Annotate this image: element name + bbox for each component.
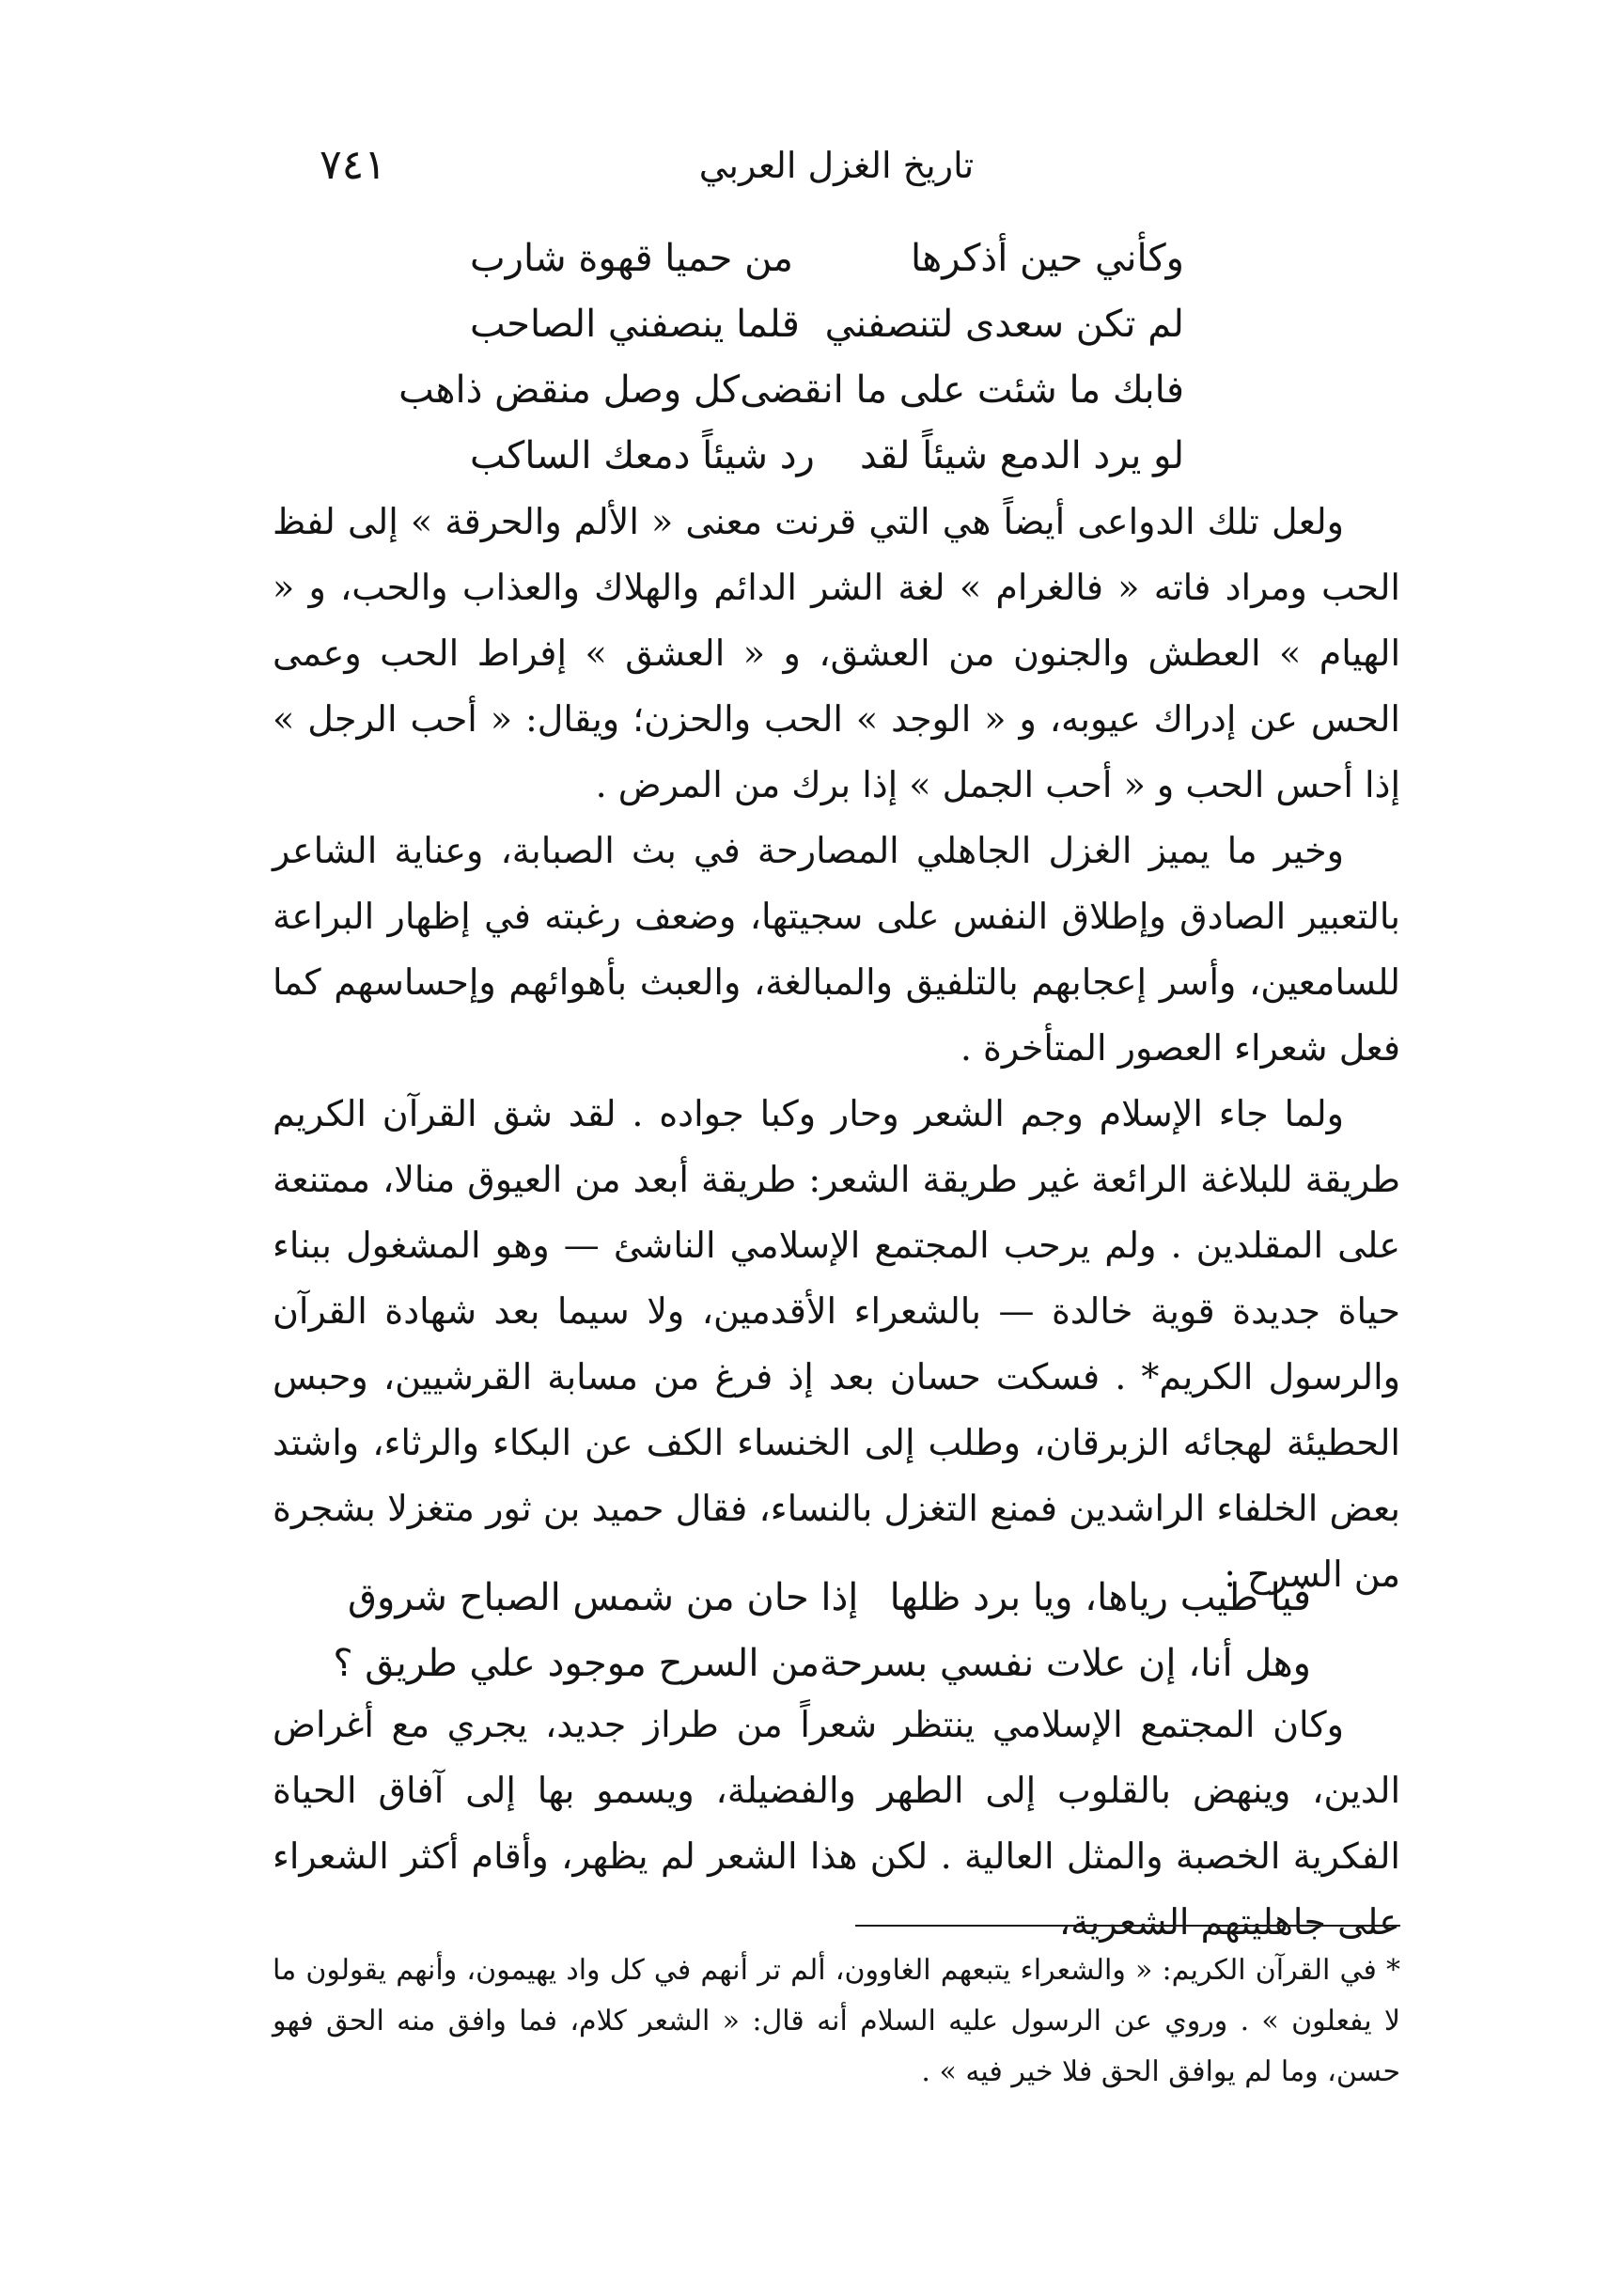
paragraph: ولما جاء الإسلام وجم الشعر وحار وكبا جواده . لقد شق القرآن الكريم طريقة للبلاغة الرائعة غير طريقة الشعر: طريقة أبعد من العيوق منالا، ممتنعة على المقلدين . ولم يرحب المجتمع الإسلامي الناشئ — وهو المشغول ببناء حياة جديدة قوية خالدة — بالشعراء الأقدمين، ولا سيما بعد شهادة القرآن والرسول الكريم* . فسكت حسان بعد إذ فرغ من مسابة القرشيين، وحبس الحطيئة لهجائه الزبرقان، وطلب إلى الخنساء الكف عن البكاء والرثاء، واشتد بعض الخلفاء الراشدين فمنع التغزل بالنساء، فقال حميد بن ثور متغزلا بشجرة من السرح : xyxy=(273,1093,1400,1595)
poem-verses-top xyxy=(398,226,1184,489)
verse-first-half: فابك ما شئت على ما انقضى xyxy=(740,368,1184,412)
body-text-block xyxy=(273,1081,1400,1607)
paragraph: ولعل تلك الدواعى أيضاً هي التي قرنت معنى « الألم والحرقة » إلى لفظ الحب ومراد فاته « فالغرام » لغة الشر الدائم والهلاك والعذاب والحب، و « الهيام » العطش والجنون من العشق، و « العشق » إفراط الحب وعمى الحس عن إدراك عيوبه، و « الوجد » الحب والحزن؛ ويقال: « أحب الرجل » إذا أحس الحب و « أحب الجمل » إذا برك من المرض . xyxy=(273,501,1400,805)
poem-verses-bottom xyxy=(333,1565,1311,1696)
verse-second-half: إذا حان من شمس الصباح شروق xyxy=(348,1576,859,1619)
verse-first-half: لو يرد الدمع شيئاً لقد xyxy=(860,434,1184,477)
verse-first-half: لم تكن سعدى لتنصفني xyxy=(824,303,1184,346)
verse-second-half: كل وصل منقض ذاهب xyxy=(398,368,741,412)
body-text-block xyxy=(273,489,1400,818)
page-number: ٧٤١ xyxy=(320,141,386,189)
verse-line xyxy=(470,423,1184,489)
body-text-block xyxy=(273,818,1400,1081)
body-text-block xyxy=(273,1692,1400,1955)
verse-second-half: من السرح موجود علي طريق ؟ xyxy=(333,1642,820,1685)
verse-second-half: من حميا قهوة شارب xyxy=(470,237,793,280)
page-header xyxy=(273,141,1400,197)
paragraph: وخير ما يميز الغزل الجاهلي المصارحة في بث الصبابة، وعناية الشاعر بالتعبير الصادق وإطلاق النفس على سجيتها، وضعف رغبته في إظهار البراعة للسامعين، وأسر إعجابهم بالتلفيق والمبالغة، والعبث بأهوائهم وإحساسهم كما فعل شعراء العصور المتأخرة . xyxy=(273,830,1400,1069)
footnote xyxy=(273,1945,1400,2098)
verse-line xyxy=(333,1631,1311,1696)
verse-second-half: رد شيئاً دمعك الساكب xyxy=(470,434,815,477)
paragraph: وكان المجتمع الإسلامي ينتظر شعراً من طراز جديد، يجري مع أغراض الدين، وينهض بالقلوب إلى الطهر والفضيلة، ويسمو بها إلى آفاق الحياة الفكرية الخصبة والمثل العالية . لكن هذا الشعر لم يظهر، وأقام أكثر الشعراء على جاهليتهم الشعرية، xyxy=(273,1704,1400,1943)
verse-first-half: وهل أنا، إن علات نفسي بسرحة xyxy=(820,1642,1311,1685)
footnote-divider xyxy=(855,1925,1400,1927)
verse-line xyxy=(348,1565,1311,1631)
verse-first-half: فيا طيب رياها، ويا برد ظلها xyxy=(889,1576,1311,1619)
footnote-text: * في القرآن الكريم: « والشعراء يتبعهم الغاوون، ألم تر أنهم في كل واد يهيمون، وأنهم يقولون ما لا يفعلون » . وروي عن الرسول عليه السلام أنه قال: « الشعر كلام، فما وافق منه الحق فهو حسن، وما لم يوافق الحق فلا خير فيه » . xyxy=(273,1954,1400,2088)
verse-line xyxy=(470,291,1184,357)
verse-line xyxy=(470,226,1184,291)
verse-line xyxy=(398,357,1184,423)
running-head: تاريخ الغزل العربي xyxy=(698,145,975,186)
verse-second-half: قلما ينصفني الصاحب xyxy=(470,303,800,346)
verse-first-half: وكأني حين أذكرها xyxy=(910,237,1184,280)
